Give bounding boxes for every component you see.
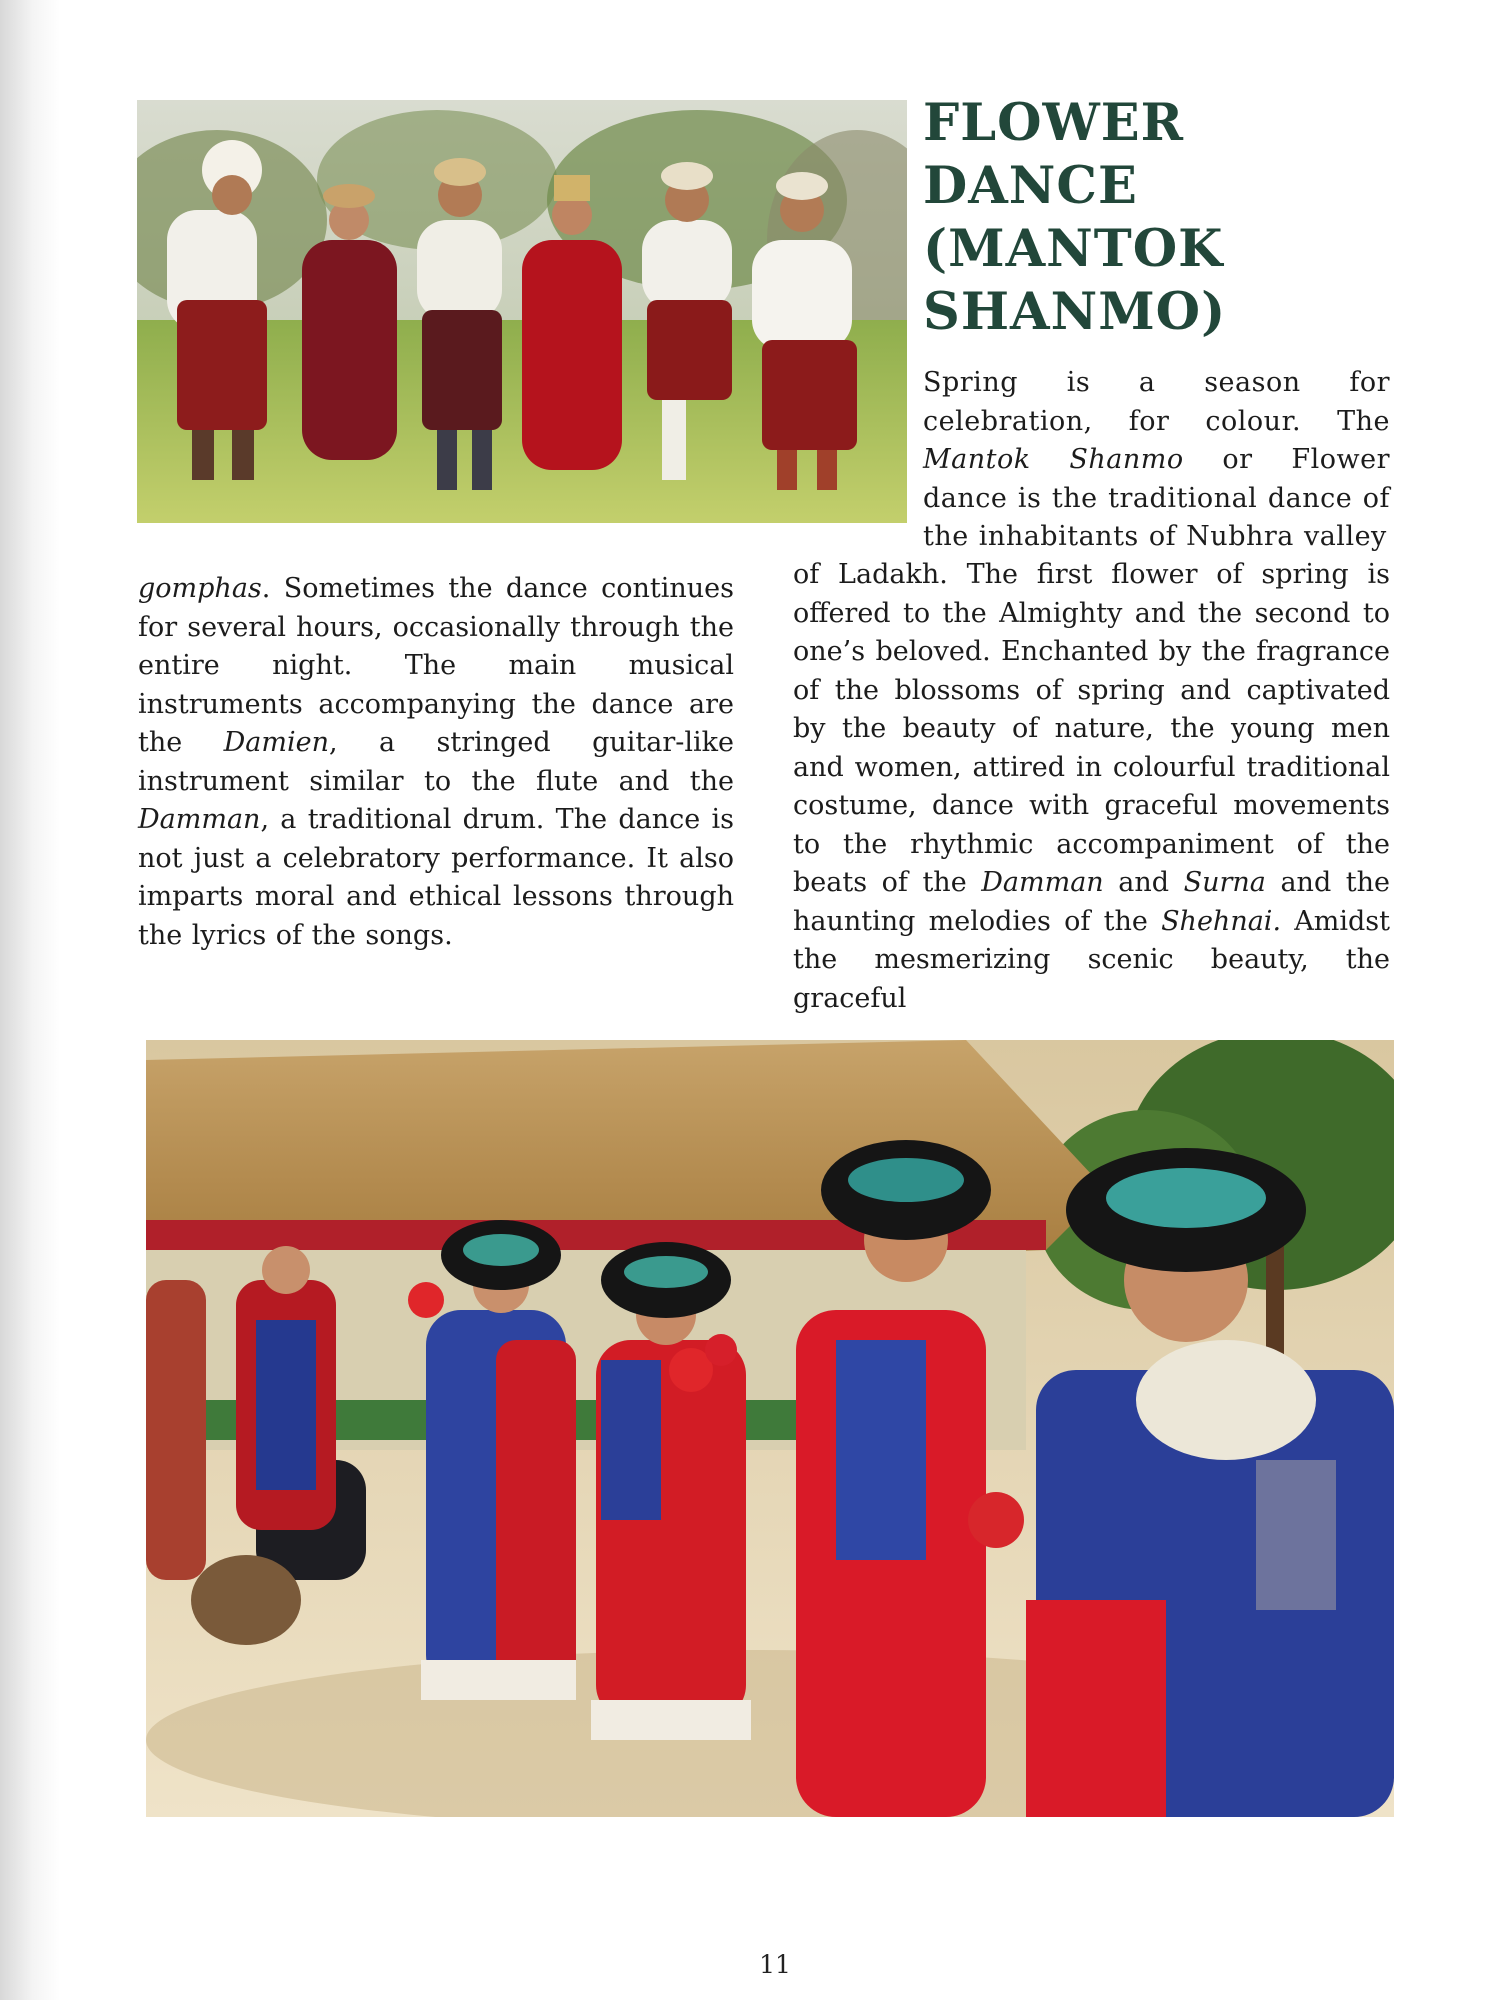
title-line: (MANTOK (923, 219, 1224, 279)
six-dancers-photo (137, 100, 907, 523)
title-line: DANCE (923, 156, 1138, 216)
title-line: SHANMO) (923, 282, 1227, 342)
page-number: 11 (759, 1950, 791, 1979)
intro-paragraph: Spring is a season for celebration, for colour. The Mantok Shanmo or Flower dance is the traditional dance of the inhabitants of Nubhra valley (923, 367, 1390, 552)
right-column-paragraph: of Ladakh. The first flower of spring is offered to the Almighty and the second to one’s beloved. Enchanted by the fragrance of the blossoms of spring and captivated by the beauty of nature, the young men and women, attired in colourful traditional costume, dance with graceful movements to the rhythmic accompaniment of the beats of the Damman and Surna and the haunting melodies of the Shehnai. Amidst the mesmerizing scenic beauty, the graceful (793, 559, 1391, 1014)
article-title (923, 92, 1363, 344)
left-column-paragraph: gomphas. Sometimes the dance continues for several hours, occasionally through the entire night. The main musical instruments accompanying the dance are the Damien, a stringed guitar-like instrument similar to the flute and the Damman, a traditional drum. The dance is not just a celebratory performance. It also imparts moral and ethical lessons through the lyrics of the songs. (138, 573, 734, 951)
women-dancers-photo (146, 1040, 1394, 1817)
title-line: FLOWER (923, 93, 1185, 153)
page-spine-shadow (0, 0, 60, 2000)
